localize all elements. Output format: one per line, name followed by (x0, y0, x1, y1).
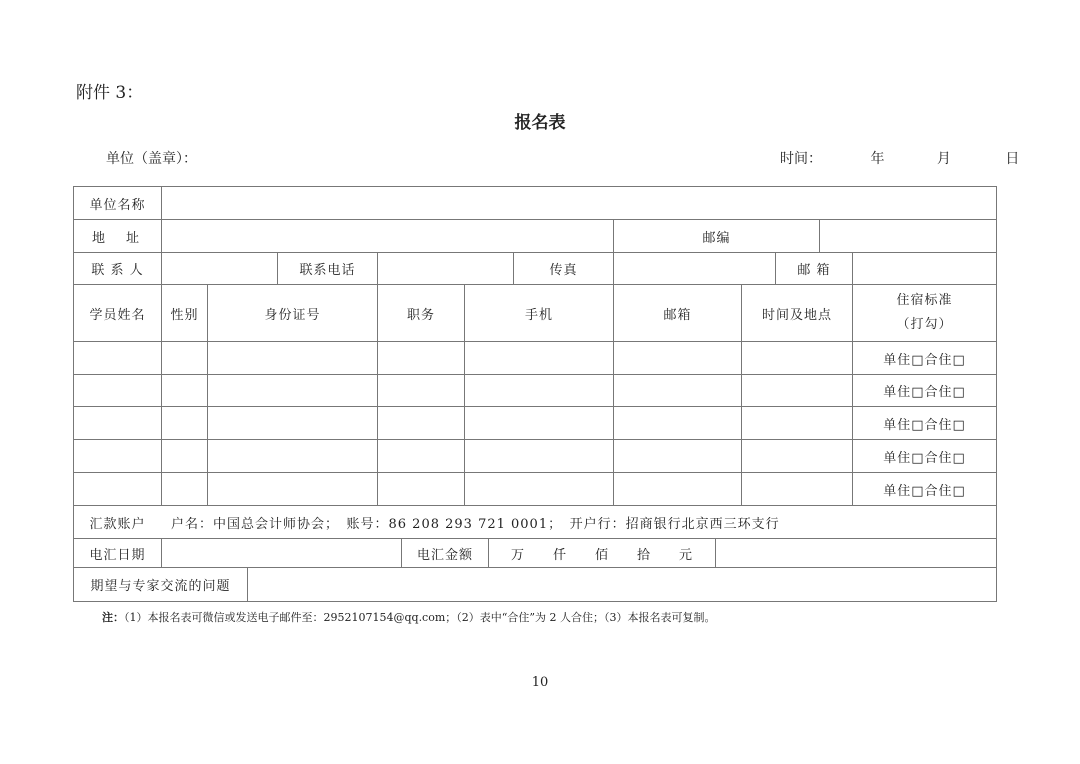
time-line (780, 148, 1019, 168)
page-number: 10 (531, 675, 549, 690)
wire-extra-field[interactable] (716, 539, 996, 567)
lodging-option[interactable]: 单住□合住□ (883, 483, 966, 499)
expert-question-label: 期望与专家交流的问题 (90, 579, 231, 594)
header-lodging (853, 285, 996, 341)
phone-label: 联系电话 (299, 263, 356, 278)
lodging-subheader-label: （打勾） (896, 317, 953, 332)
fax-field[interactable] (614, 253, 775, 284)
contact-label: 联 系 人 (91, 263, 144, 278)
lodging-option[interactable]: 单住□合住□ (883, 352, 966, 368)
remittance-account-details: 户名：中国总会计师协会； 账号：86 208 293 721 0001； 开户行：招商银行北京西三环支行 (171, 516, 780, 532)
table-border-bottom (73, 601, 997, 602)
lodging-option[interactable]: 单住□合住□ (883, 450, 966, 466)
postcode-label: 邮编 (702, 230, 731, 246)
wire-date-field[interactable] (162, 539, 401, 567)
lodging-header-label: 住宿标准 (896, 293, 953, 308)
unit-name-field[interactable] (162, 187, 996, 219)
header-id-number: 身份证号 (264, 307, 321, 323)
footnote (102, 609, 716, 625)
wire-amount-label: 电汇金额 (416, 547, 473, 563)
expert-question-field[interactable] (248, 568, 996, 601)
email-field[interactable] (853, 253, 996, 284)
day-label: 日 (1005, 151, 1020, 167)
email-label: 邮 箱 (797, 263, 831, 278)
unit-name-label: 单位名称 (89, 197, 146, 213)
postcode-field[interactable] (820, 220, 996, 252)
header-time-place: 时间及地点 (761, 307, 832, 323)
address-field[interactable] (162, 220, 613, 252)
month-label: 月 (936, 151, 951, 167)
attachment-label: 附件 3： (76, 83, 144, 103)
header-gender: 性别 (170, 307, 199, 323)
table-border-right (996, 186, 997, 602)
remittance-account-label: 汇款账户 (89, 516, 146, 532)
header-mobile: 手机 (524, 307, 553, 323)
unit-seal-label: 单位（盖章）： (106, 151, 197, 167)
contact-field[interactable] (162, 253, 277, 284)
form-title: 报名表 (514, 113, 566, 133)
year-label: 年 (870, 151, 885, 167)
note-text: （1）本报名表可微信或发送电子邮件至：2952107154@qq.com；（2）表中“合住”为 2 人合住；（3）本报名表可复制。 (124, 611, 716, 624)
header-position: 职务 (406, 307, 435, 323)
address-label: 地 址 (91, 230, 143, 246)
time-label: 时间： (780, 151, 822, 167)
lodging-option[interactable]: 单住□合住□ (883, 417, 966, 433)
note-prefix: 注： (102, 611, 124, 624)
header-email: 邮箱 (663, 307, 692, 323)
phone-field[interactable] (378, 253, 513, 284)
wire-date-label: 电汇日期 (89, 547, 146, 563)
header-trainee-name: 学员姓名 (89, 307, 146, 323)
fax-label: 传真 (549, 263, 578, 278)
lodging-option[interactable]: 单住□合住□ (883, 385, 966, 400)
wire-amount-units[interactable]: 万 仟 佰 拾 元 (510, 547, 693, 563)
